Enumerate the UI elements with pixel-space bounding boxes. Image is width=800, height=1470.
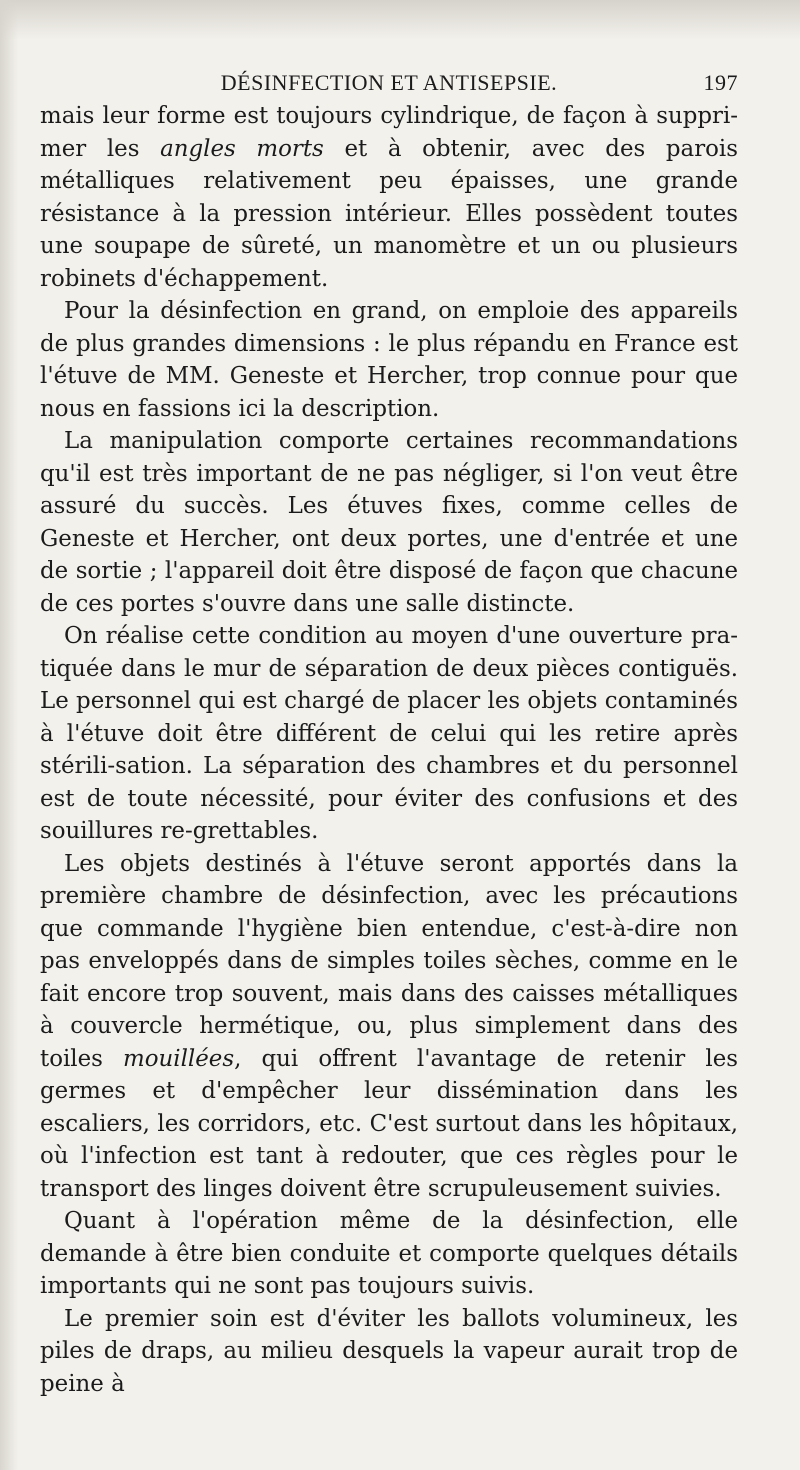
paragraph-5: Les objets destinés à l'étuve seront apportés dans la première chambre de désinfection, avec les précautions que commande l'hygiène bien entendue, c'est-à-dire non pas enveloppés dans de simples toiles sèches, comme en le fait encore trop souvent, mais dans des caisses métalliques à couvercle hermétique, ou, plus simplement dans des toiles mouillées, qui offrent l'avantage de retenir les germes et d'empêcher leur dissémination dans les escaliers, les corridors, etc. C'est surtout dans les hôpitaux, où l'infection est tant à redouter, que ces règles pour le transport des linges doivent être scrupuleusement suivies. (40, 850, 738, 1202)
scan-shadow-left (0, 0, 18, 1470)
paragraph-2: Pour la désinfection en grand, on emploie des appareils de plus grandes dimensions : le plus répandu en France est l'étuve de MM. Geneste et Hercher, trop connue pour que nous en fassions ici la description. (40, 298, 738, 422)
emphasis-mouillees: mouillées (123, 1045, 235, 1072)
book-page (40, 70, 738, 1400)
paragraph-1: mais leur forme est toujours cylindrique, de façon à suppri-mer les angles morts et à obtenir, avec des parois métalliques relativement peu épaisses, une grande résistance à la pression intérieur. Elles possèdent toutes une soupape de sûreté, un manomètre et un ou plusieurs robinets d'échappement. (40, 103, 738, 292)
paragraph-3: La manipulation comporte certaines recommandations qu'il est très important de ne pas négliger, si l'on veut être assuré du succès. Les étuves fixes, comme celles de Geneste et Hercher, ont deux portes, une d'entrée et une de sortie ; l'appareil doit être disposé de façon que chacune de ces portes s'ouvre dans une salle distincte. (40, 428, 738, 617)
scan-shadow-top (0, 0, 800, 40)
paragraph-7: Le premier soin est d'éviter les ballots volumineux, les piles de draps, au milieu desquels la vapeur aurait trop de peine à (40, 1305, 738, 1397)
paragraph-4: On réalise cette condition au moyen d'une ouverture pra-tiquée dans le mur de séparation de deux pièces contiguës. Le personnel qui est chargé de placer les objets contaminés à l'étuve doit être différent de celui qui les retire après stérili-sation. La séparation des chambres et du personnel est de toute nécessité, pour éviter des confusions et des souillures re-grettables. (40, 623, 738, 844)
page-number: 197 (703, 70, 738, 95)
running-header (40, 70, 738, 106)
emphasis-angles-morts: angles morts (160, 135, 324, 162)
running-title: DÉSINFECTION ET ANTISEPSIE. (220, 70, 558, 95)
body-text (40, 100, 738, 1400)
paragraph-6: Quant à l'opération même de la désinfection, elle demande à être bien conduite et comporte quelques détails importants qui ne sont pas toujours suivis. (40, 1208, 738, 1299)
